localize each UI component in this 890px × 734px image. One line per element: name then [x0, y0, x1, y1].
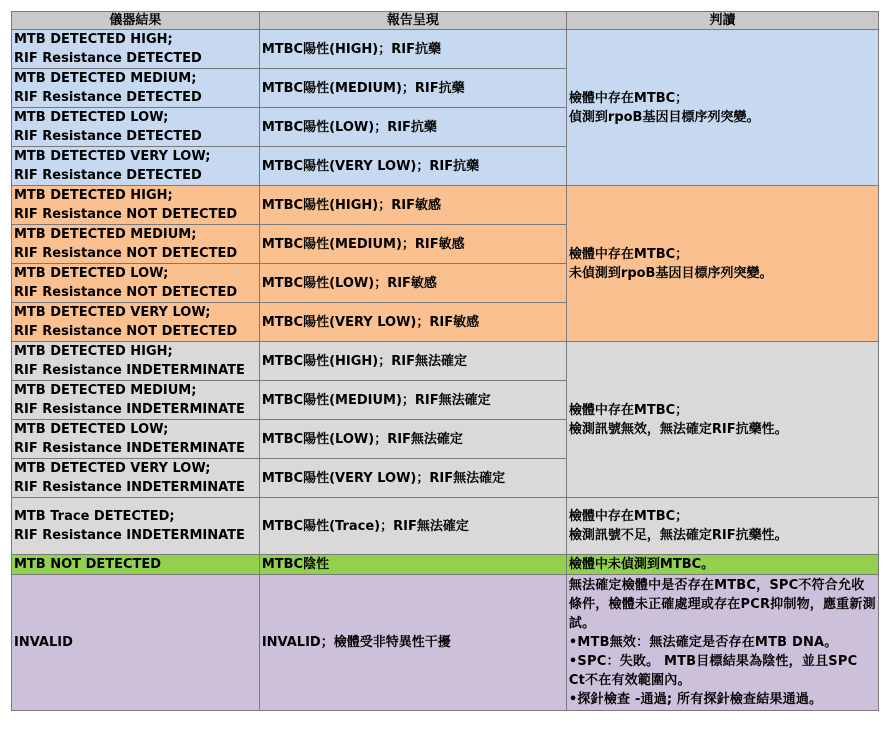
result-line: RIF Resistance INDETERMINATE [14, 402, 245, 417]
result-cell [12, 108, 260, 147]
interpretation-cell [566, 186, 878, 342]
header-report: 報告呈現 [259, 12, 566, 30]
result-line: RIF Resistance DETECTED [14, 129, 202, 144]
result-cell [12, 498, 260, 555]
table-row [12, 498, 879, 555]
interpretation-cell [566, 498, 878, 555]
report-cell: MTBC陽性(VERY LOW)；RIF無法確定 [259, 459, 566, 498]
result-line: RIF Resistance DETECTED [14, 51, 202, 66]
table-row [12, 30, 879, 69]
result-cell [12, 69, 260, 108]
result-cell: INVALID [12, 575, 260, 711]
result-cell [12, 342, 260, 381]
result-line: RIF Resistance NOT DETECTED [14, 324, 238, 339]
report-cell: MTBC陽性(HIGH)；RIF無法確定 [259, 342, 566, 381]
table-row [12, 555, 879, 575]
result-cell [12, 147, 260, 186]
interpretation-cell [566, 342, 878, 498]
interpretation-line: 檢測訊號不足，無法確定RIF抗藥性。 [568, 528, 788, 543]
result-line: RIF Resistance DETECTED [14, 90, 202, 105]
interpretation-line: •探針檢查 -通過; 所有探針檢查結果通過。 [568, 692, 823, 707]
interpretation-cell [566, 30, 878, 186]
interpretation-cell: 檢體中未偵測到MTBC。 [566, 555, 878, 575]
result-table [11, 11, 879, 711]
result-cell [12, 264, 260, 303]
interpretation-line: •SPC：失敗。 MTB目標結果為陰性，並且SPC Ct不在有效範圍內。 [568, 654, 858, 688]
interpretation-line: 檢體中存在MTBC； [568, 90, 689, 106]
result-line: MTB DETECTED HIGH; [14, 188, 173, 203]
report-cell: MTBC陽性(MEDIUM)；RIF敏感 [259, 225, 566, 264]
report-cell: MTBC陽性(HIGH)；RIF抗藥 [259, 30, 566, 69]
result-line: RIF Resistance INDETERMINATE [14, 363, 245, 378]
header-interpretation: 判讀 [566, 12, 878, 30]
report-cell: MTBC陽性(MEDIUM)；RIF無法確定 [259, 381, 566, 420]
result-line: MTB DETECTED LOW; [14, 422, 169, 437]
result-line: MTB DETECTED VERY LOW; [14, 149, 211, 164]
report-cell: MTBC陽性(VERY LOW)；RIF敏感 [259, 303, 566, 342]
result-cell [12, 381, 260, 420]
result-line: MTB DETECTED LOW; [14, 110, 169, 125]
result-line: MTB DETECTED MEDIUM; [14, 383, 197, 398]
result-cell [12, 225, 260, 264]
interpretation-line: 檢體中存在MTBC； [568, 402, 689, 418]
result-line: RIF Resistance DETECTED [14, 168, 202, 183]
interpretation-line: 檢體中存在MTBC； [568, 246, 689, 262]
table-row [12, 186, 879, 225]
result-line: RIF Resistance INDETERMINATE [14, 441, 245, 456]
interpretation-cell [566, 575, 878, 711]
result-line: RIF Resistance NOT DETECTED [14, 285, 238, 300]
report-cell: MTBC陰性 [259, 555, 566, 575]
result-line: MTB DETECTED VERY LOW; [14, 461, 211, 476]
result-cell [12, 186, 260, 225]
result-line: RIF Resistance NOT DETECTED [14, 246, 238, 261]
result-line: MTB Trace DETECTED; [14, 509, 175, 524]
result-cell: MTB NOT DETECTED [12, 555, 260, 575]
result-line: MTB DETECTED MEDIUM; [14, 71, 197, 86]
table-row [12, 342, 879, 381]
interpretation-line: 偵測到rpoB基因目標序列突變。 [568, 109, 760, 125]
table-row [12, 575, 879, 711]
result-line: RIF Resistance INDETERMINATE [14, 480, 245, 495]
result-line: MTB DETECTED HIGH; [14, 32, 173, 47]
result-cell [12, 303, 260, 342]
interpretation-line: 檢測訊號無效，無法確定RIF抗藥性。 [568, 421, 788, 437]
header-row [12, 12, 879, 30]
interpretation-line: 檢體中存在MTBC； [568, 509, 689, 524]
report-cell: MTBC陽性(LOW)；RIF敏感 [259, 264, 566, 303]
result-line: MTB DETECTED LOW; [14, 266, 169, 281]
result-cell [12, 420, 260, 459]
result-cell [12, 30, 260, 69]
header-instrument-result: 儀器結果 [12, 12, 260, 30]
report-cell: MTBC陽性(Trace)；RIF無法確定 [259, 498, 566, 555]
interpretation-line: •MTB無效：無法確定是否存在MTB DNA。 [568, 635, 838, 650]
report-cell: INVALID；檢體受非特異性干擾 [259, 575, 566, 711]
report-cell: MTBC陽性(HIGH)；RIF敏感 [259, 186, 566, 225]
report-cell: MTBC陽性(VERY LOW)；RIF抗藥 [259, 147, 566, 186]
result-cell [12, 459, 260, 498]
interpretation-line: 無法確定檢體中是否存在MTBC，SPC不符合允收條件，檢體未正確處理或存在PCR抑制物，應重新測試。 [568, 578, 876, 631]
interpretation-line: 未偵測到rpoB基因目標序列突變。 [568, 265, 773, 281]
result-line: RIF Resistance INDETERMINATE [14, 528, 245, 543]
report-cell: MTBC陽性(LOW)；RIF抗藥 [259, 108, 566, 147]
result-line: MTB DETECTED MEDIUM; [14, 227, 197, 242]
report-cell: MTBC陽性(MEDIUM)；RIF抗藥 [259, 69, 566, 108]
result-line: RIF Resistance NOT DETECTED [14, 207, 238, 222]
result-line: MTB DETECTED HIGH; [14, 344, 173, 359]
result-line: MTB DETECTED VERY LOW; [14, 305, 211, 320]
report-cell: MTBC陽性(LOW)；RIF無法確定 [259, 420, 566, 459]
